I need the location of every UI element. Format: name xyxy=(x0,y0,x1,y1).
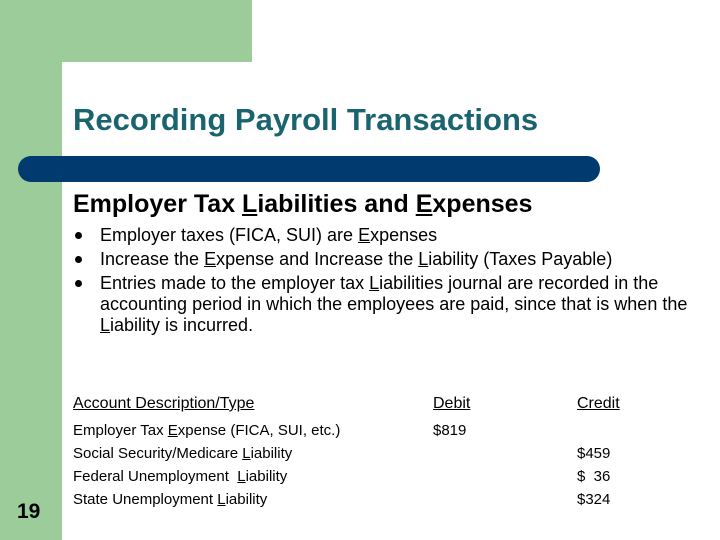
decorative-navy-bar xyxy=(18,156,600,182)
bullet-item: Entries made to the employer tax Liabilities journal are recorded in the accounting period in which the employees are paid, since that is when the Liability is incurred. xyxy=(72,273,692,336)
table-row-credit: $459 xyxy=(577,445,611,462)
column-header-debit: Debit xyxy=(433,395,471,412)
column-header-account: Account Description/Type xyxy=(73,395,255,412)
column-header-credit: Credit xyxy=(577,395,620,412)
table-row-credit: $ 36 xyxy=(577,468,611,485)
slide-title: Recording Payroll Transactions xyxy=(73,102,539,137)
table-row-description: Employer Tax Expense (FICA, SUI, etc.) xyxy=(73,422,341,439)
slide-subtitle: Employer Tax Liabilities and Expenses xyxy=(73,190,533,218)
bullet-list xyxy=(72,225,692,339)
table-row-description: Federal Unemployment Liability xyxy=(73,468,288,485)
table-row-description: State Unemployment Liability xyxy=(73,491,268,508)
bullet-icon xyxy=(75,232,82,239)
bullet-item: Employer taxes (FICA, SUI) are Expenses xyxy=(72,225,692,246)
page-number: 19 xyxy=(17,500,41,523)
table-row-credit: $324 xyxy=(577,491,611,508)
decorative-green-block-left xyxy=(0,0,62,540)
table-row-description: Social Security/Medicare Liability xyxy=(73,445,293,462)
table-row-debit: $819 xyxy=(433,422,467,439)
bullet-icon xyxy=(75,256,82,263)
bullet-item: Increase the Expense and Increase the Liability (Taxes Payable) xyxy=(72,249,692,270)
bullet-icon xyxy=(75,280,82,287)
